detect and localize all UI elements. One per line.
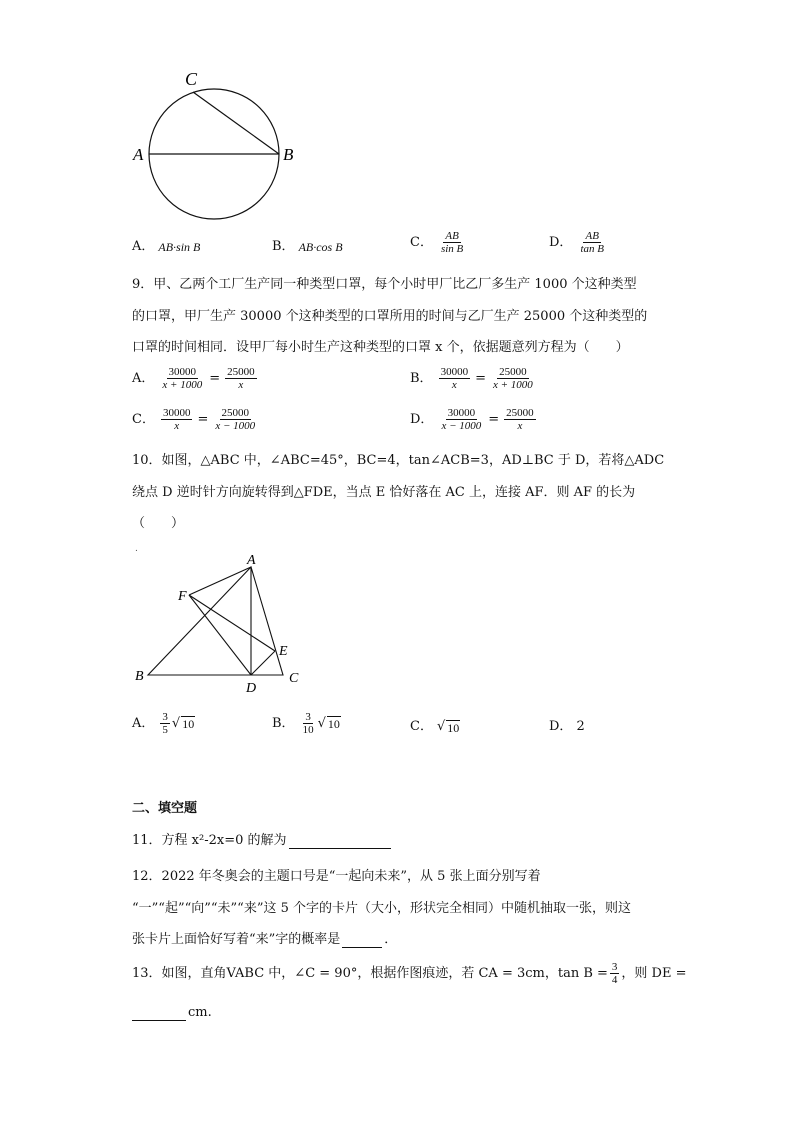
option-letter: D． [549,234,573,250]
radical-icon: √ [171,715,181,731]
q8-option-a[interactable] [132,239,200,255]
equals-sign: = [209,370,221,386]
q10-option-c[interactable] [410,719,460,735]
fraction [610,961,620,986]
fraction-numerator: 3 [611,961,618,973]
fraction-left [161,407,193,432]
q12-line-2: “一”“起”“向”“未”“来”这 5 个字的卡片（大小，形状完全相同）中随机抽取一张，则这 [132,901,631,916]
q10-line-1: 10．如图，△ABC 中，∠ABC=45°，BC=4，tan∠ACB=3，AD⊥BC 于 D，若将△ADC [132,453,665,468]
q13-line-2 [132,1005,212,1021]
q8-option-c[interactable] [410,230,467,255]
fraction-numerator: AB [445,230,459,242]
fraction-numerator: 30000 [168,366,197,378]
option-letter: B． [410,370,433,386]
radical-icon: √ [436,719,446,734]
fraction-right [225,366,257,391]
q13-text-post: ，则 DE = [621,965,687,981]
fraction-denominator: 5 [162,724,168,736]
fraction-denominator: 10 [302,724,314,736]
q11-text: 11．方程 x²-2x=0 的解为 [132,833,287,848]
point-label-c: C [289,671,299,686]
fraction [160,711,170,736]
fraction-denominator: x [238,379,244,391]
q9-option-b[interactable] [410,366,537,391]
fraction [578,230,606,255]
fraction-denominator: x + 1000 [162,379,203,391]
fraction-numerator: AB [585,230,599,242]
fraction [439,230,465,255]
fraction-denominator: sin B [440,243,464,255]
circle-figure [130,65,310,225]
option-letter: C． [410,234,433,250]
point-label-d: D [246,681,257,696]
fraction-numerator: 25000 [227,366,255,378]
q9-line-1: 9．甲、乙两个工厂生产同一种类型口罩，每个小时甲厂比乙厂多生产 1000 个这种类型 [132,277,637,292]
equals-sign: = [197,411,209,427]
chord-cb [193,92,279,154]
q9-line-2: 的口罩，甲厂生产 30000 个这种类型的口罩所用的时间与乙厂生产 25000 个这种类型的 [132,309,648,324]
fraction-left [439,407,483,432]
point-label-e: E [279,644,288,659]
q10-option-a[interactable] [132,711,195,736]
fraction-numerator: 25000 [499,366,527,378]
q12-line-1: 12．2022 年冬奥会的主题口号是“一起向未来”，从 5 张上面分别写着 [132,869,541,884]
point-label-a: A [247,553,256,568]
q13-line-1 [132,961,687,986]
q9-line-3: 口罩的时间相同．设甲厂每小时生产这种类型的口罩 x 个，依据题意列方程为（ ） [132,340,629,355]
option-expr: AB·cos B [298,240,343,254]
stray-dot: . [135,544,138,554]
option-expr: AB·sin B [158,240,201,254]
fraction-denominator: x − 1000 [441,420,482,432]
fraction-denominator: x + 1000 [492,379,533,391]
q12-line-3 [132,932,397,948]
fraction [301,711,316,736]
point-label-a: A [133,145,144,164]
option-letter: D． [410,411,434,427]
radicand: 10 [327,717,340,731]
point-label-b: B [135,669,144,684]
q9-option-c[interactable] [132,407,259,432]
unit-label: cm. [188,1005,212,1020]
q10-line-3: （ ） [132,516,185,531]
fraction-right [504,407,536,432]
q12-line-3-end: ． [384,932,398,947]
segment-de [251,651,275,675]
q13-text: 13．如图，直角VABC 中，∠C = 90°，根据作图痕迹，若 CA = 3cm，tan B = [132,965,608,981]
fraction-right [491,366,535,391]
section-title: 二、填空题 [132,801,198,816]
q12-line-3-text: 张卡片上面恰好写着“来”字的概率是 [132,932,341,947]
option-letter: A． [132,239,155,254]
segment-fd [189,595,251,675]
equals-sign: = [488,411,500,427]
fraction-denominator: x − 1000 [215,420,256,432]
option-letter: A． [132,715,155,731]
q8-option-d[interactable] [549,230,608,255]
fraction-denominator: tan B [580,243,604,255]
answer-blank[interactable] [342,933,382,948]
option-letter: B． [272,715,295,731]
fraction-denominator: x [174,420,180,432]
option-letter: D． [549,719,573,734]
option-letter: C． [410,719,433,734]
fraction-numerator: 3 [305,711,311,723]
option-value: 2 [576,719,585,734]
fraction-numerator: 3 [162,711,168,723]
fraction-denominator: x [517,420,523,432]
fraction-denominator: x [451,379,457,391]
fraction-numerator: 30000 [447,407,476,419]
point-label-f: F [178,589,187,604]
segment-af [189,567,251,595]
q9-option-d[interactable] [410,407,538,432]
equals-sign: = [475,370,486,386]
q11 [132,833,391,849]
fraction-denominator: 4 [611,974,618,986]
triangle-figure [130,553,310,698]
radical-icon: √ [317,715,326,731]
option-letter: B． [272,239,295,254]
fraction-right [213,407,257,432]
fraction-numerator: 30000 [162,407,191,419]
point-label-c: C [185,69,198,89]
q8-option-b[interactable] [272,239,343,255]
option-letter: A． [132,370,155,386]
option-letter: C． [132,411,155,427]
q10-line-2: 绕点 D 逆时针方向旋转得到△FDE，当点 E 恰好落在 AC 上，连接 AF．则 AF 的长为 [132,485,636,500]
radicand: 10 [447,720,460,735]
answer-blank[interactable] [132,1006,186,1021]
q10-option-d[interactable] [549,719,585,735]
fraction-numerator: 25000 [506,407,534,419]
fraction-numerator: 30000 [440,366,469,378]
q10-option-b[interactable] [272,711,341,736]
fraction-left [439,366,471,391]
fraction-numerator: 25000 [221,407,250,419]
radicand: 10 [182,717,195,731]
point-label-b: B [283,145,294,164]
fraction-left [160,366,204,391]
answer-blank[interactable] [289,834,391,849]
q9-option-a[interactable] [132,366,259,391]
